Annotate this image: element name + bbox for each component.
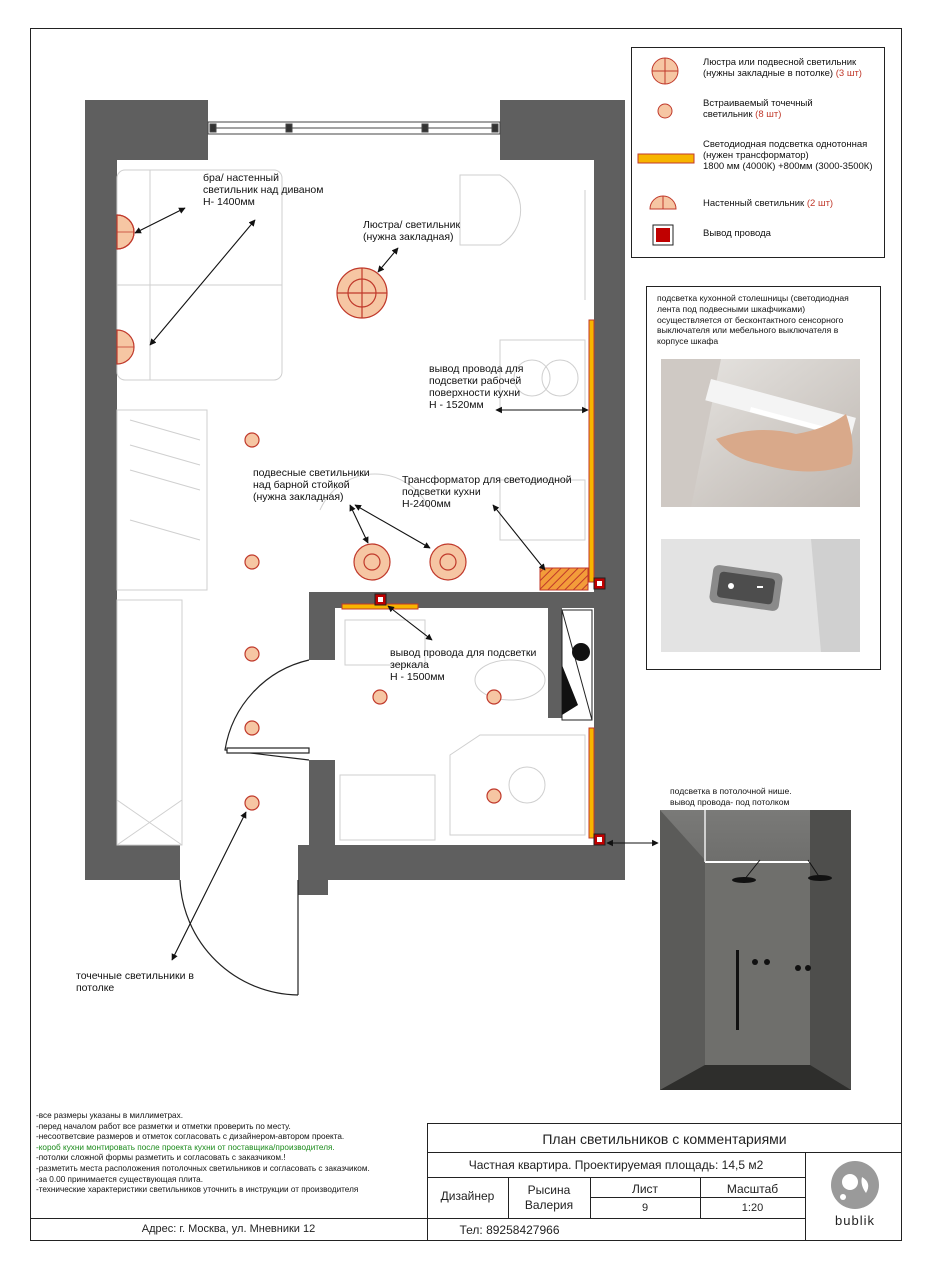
legend-item-led: Светодиодная подсветка однотонная (нужен трансформатор) 1800 мм (4000К) +800мм (3000-3500К) — [703, 139, 873, 172]
legend-item-chandelier: Люстра или подвесной светильник (нужны закладные в потолке) (3 шт) — [703, 57, 862, 79]
logo-text: bublik — [835, 1213, 875, 1228]
bathroom-shaft — [562, 610, 592, 720]
switch-photo — [661, 539, 860, 652]
note-line: -технические характеристики светильников уточнить в инструкции от производителя — [36, 1185, 359, 1195]
chandelier — [337, 268, 387, 318]
note-line: -все размеры указаны в миллиметрах. — [36, 1111, 183, 1120]
kitchen-wire-label: вывод провода для подсветки рабочей поверхности кухни Н - 1520мм — [429, 363, 524, 411]
pendant-lights — [354, 544, 466, 580]
transformer-box — [540, 568, 588, 590]
sheet-title: План светильников с комментариями — [542, 1131, 787, 1147]
spots-label: точечные светильники в потолке — [76, 970, 194, 994]
sensor-photo — [661, 359, 860, 507]
legend-item-wire: Вывод провода — [703, 228, 771, 239]
sheet-label: Лист — [631, 1182, 659, 1196]
note-line: -за 0.00 принимается существующая плита. — [36, 1174, 203, 1184]
legend-item-sconce: Настенный светильник (2 шт) — [703, 198, 834, 209]
entrance-door — [180, 660, 309, 995]
address: Адрес: г. Москва, ул. Мневники 12 — [141, 1223, 316, 1235]
scale-value: 1:20 — [741, 1202, 764, 1214]
chandelier-label: Люстра/ светильник (нужна закладная) — [363, 219, 461, 243]
spot-icon — [656, 102, 674, 120]
general-notes — [36, 1111, 416, 1196]
note-line: -несоответсвие размеров и отметок согласовать с дизайнером-автором проекта. — [36, 1132, 345, 1142]
sconce-label: бра/ настенный светильник над диваном Н- 1400мм — [203, 172, 324, 208]
legend — [631, 47, 885, 258]
note-line: -разметить места расположения потолочных светильников и согласовать с заказчиком. — [36, 1163, 370, 1173]
legend-item-spot: Встраиваемый точечный светильник (8 шт) — [703, 98, 813, 120]
bath-note: подсветка в потолочной нише. вывод провода- под потолком — [670, 786, 792, 807]
sheet-number: 9 — [641, 1202, 649, 1214]
designer-label: Дизайнер — [440, 1189, 495, 1203]
note-line: -потолки сложной формы разметить и согласовать с заказчиком.! — [36, 1153, 286, 1163]
designer-name: Рысина Валерия — [524, 1183, 574, 1212]
kitchen-lighting-panel — [646, 286, 881, 670]
scale-label: Масштаб — [726, 1182, 779, 1196]
project-subtitle: Частная квартира. Проектируемая площадь: 14,5 м2 — [468, 1158, 764, 1172]
note-line: -перед началом работ все разметки и отметки проверить по месту. — [36, 1121, 291, 1131]
note-line: -короб кухни монтировать после проекта кухни от поставщика/производителя. — [36, 1142, 335, 1152]
mirror-wire-label: вывод провода для подсветки зеркала Н - 1500мм — [390, 647, 537, 683]
transformer-label: Трансформатор для светодиодной подсветки кухни Н-2400мм — [402, 474, 572, 510]
window — [208, 122, 500, 134]
wall-sconces — [117, 215, 134, 364]
wall-sconce-icon — [648, 191, 678, 211]
led-strip-icon — [637, 153, 695, 165]
pendants-label: подвесные светильники над барной стойкой (нужна закладная) — [253, 467, 370, 503]
chandelier-icon — [650, 56, 680, 86]
bathroom-photo — [660, 810, 851, 1090]
phone: Тел: 89258427966 — [459, 1223, 560, 1237]
kitchen-note: подсветка кухонной столешницы (светодиодная лента под подвесными шкафчиками) осуществляется от бесконтактного сенсорного выключателя или мебельного выключателя в корпусе шкафа — [657, 293, 849, 347]
wire-output-icon — [652, 224, 674, 246]
